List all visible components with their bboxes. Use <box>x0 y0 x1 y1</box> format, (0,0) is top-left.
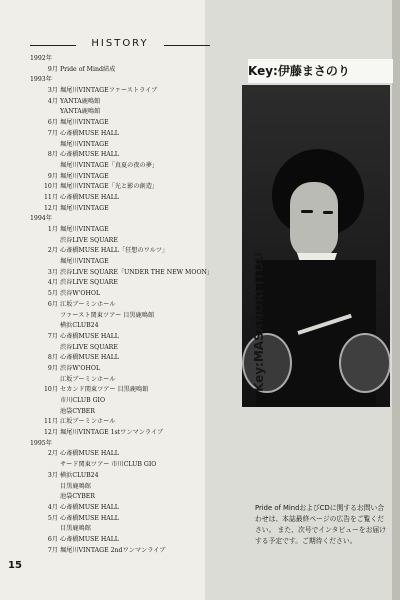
history-month: 5月 <box>47 514 58 522</box>
history-event: 心斎橋MUSE HALL <box>60 503 119 511</box>
history-row <box>30 54 235 65</box>
history-event: 堀尾川VINTAGE <box>60 204 109 212</box>
history-event: 渋谷LIVE SQUARE <box>60 236 118 244</box>
history-event: 心斎橋MUSE HALL「狂想のワルツ」 <box>60 247 169 255</box>
history-row <box>30 332 235 343</box>
history-event: 渋谷LIVE SQUARE「UNDER THE NEW MOON」 <box>60 268 214 276</box>
history-event: 市川CLUB GIO <box>60 397 106 404</box>
history-month: 6月 <box>47 535 58 543</box>
eye-right <box>323 211 333 214</box>
history-row <box>30 492 235 503</box>
history-row <box>30 65 235 76</box>
history-row <box>30 75 235 86</box>
history-event: 心斎橋MUSE HALL <box>60 514 119 522</box>
history-row <box>30 353 235 364</box>
history-month: 2月 <box>47 450 58 458</box>
history-event: Pride of Mind結成 <box>60 65 116 73</box>
page-number: 15 <box>8 560 22 571</box>
history-row <box>30 460 235 471</box>
history-row <box>30 385 235 396</box>
interview-body: Pride of MindおよびCDに関するお問い合わせは、本誌最終ページの広告をご覧ください。 また、次号でインタビューをお届けする予定です。ご期待ください。 <box>255 504 387 545</box>
history-event: 堀尾川VINTAGE 2ndワンマンライブ <box>60 546 166 554</box>
history-event: 堀尾川VINTAGE <box>60 172 109 180</box>
history-row <box>30 407 235 418</box>
history-entries <box>30 54 235 556</box>
history-month: 6月 <box>47 119 58 127</box>
history-event: YANTA鹿鳴館 <box>60 108 101 116</box>
history-event: 渋谷W'OHOL <box>60 290 101 298</box>
history-row <box>30 343 235 354</box>
history-event: セカンド関東ツアー 目黒鹿鳴館 <box>60 386 149 394</box>
history-row <box>30 535 235 546</box>
history-row <box>30 524 235 535</box>
history-event: 心斎橋MUSE HALL <box>60 129 119 137</box>
history-event: 堀尾川VINTAGE <box>60 258 109 266</box>
history-column <box>30 38 214 558</box>
history-row <box>30 118 235 129</box>
history-year: 1992年 <box>30 55 52 62</box>
history-event: 心斎橋MUSE HALL <box>60 151 119 159</box>
history-month: 7月 <box>47 129 58 137</box>
history-row <box>30 172 235 183</box>
history-row <box>30 321 235 332</box>
history-year: 1994年 <box>30 215 52 223</box>
history-row <box>30 107 235 118</box>
history-row <box>30 225 235 236</box>
key-heading: Key:伊藤まさのり <box>248 59 393 83</box>
history-month: 9月 <box>47 172 58 180</box>
history-month: 4月 <box>47 97 58 105</box>
history-row <box>30 364 235 375</box>
history-month: 4月 <box>47 279 58 287</box>
history-row <box>30 289 235 300</box>
history-row <box>30 150 235 161</box>
history-row <box>30 257 235 268</box>
history-event: 池袋CYBER <box>60 493 95 501</box>
history-event: 心斎橋MUSE HALL <box>60 354 119 362</box>
history-event: 心斎橋MUSE HALL <box>60 193 119 201</box>
history-event: 堀尾川VINTAGEファーストライブ <box>60 87 158 95</box>
history-year: 1993年 <box>30 76 52 84</box>
history-event: 堀尾川VINTAGE「光と影の創造」 <box>60 183 159 191</box>
history-row <box>30 471 235 482</box>
history-event: ファースト関東ツアー 目黒鹿鳴館 <box>60 311 155 319</box>
history-event: 横浜CLUB24 <box>60 471 99 479</box>
history-event: 江坂ブーミンホール <box>60 300 116 308</box>
history-month: 6月 <box>47 300 58 308</box>
history-month: 12月 <box>44 204 59 212</box>
history-month: 7月 <box>47 332 58 340</box>
vertical-name <box>252 362 400 392</box>
history-row <box>30 417 235 428</box>
history-event: 渋谷W'OHOL <box>60 364 101 372</box>
history-month: 10月 <box>44 183 59 191</box>
history-year: 1995年 <box>30 439 52 447</box>
history-row <box>30 193 235 204</box>
history-month: 9月 <box>47 364 58 372</box>
history-row <box>30 268 235 279</box>
history-row <box>30 182 235 193</box>
history-event: 目黒鹿鳴館 <box>60 482 91 490</box>
history-month: 7月 <box>47 546 58 554</box>
history-month: 11月 <box>44 193 59 201</box>
history-event: 堀尾川VINTAGE「真夏の夜の夢」 <box>60 161 159 169</box>
history-row <box>30 300 235 311</box>
history-row <box>30 428 235 439</box>
history-month: 3月 <box>47 268 58 276</box>
history-month: 2月 <box>47 247 58 255</box>
history-event: 堀尾川VINTAGE <box>60 226 109 233</box>
history-row <box>30 439 235 450</box>
history-month: 5月 <box>47 290 58 298</box>
history-event: 渋谷LIVE SQUARE <box>60 279 118 287</box>
history-event: 心斎橋MUSE HALL <box>60 450 119 458</box>
page-edge-shadow <box>392 0 400 600</box>
history-event: 堀尾川VINTAGE <box>60 140 109 148</box>
history-month: 9月 <box>47 65 58 73</box>
history-row <box>30 311 235 322</box>
history-row <box>30 482 235 493</box>
history-row <box>30 514 235 525</box>
history-row <box>30 278 235 289</box>
history-event: 渋谷LIVE SQUARE <box>60 343 118 351</box>
history-event: YANTA鹿鳴館 <box>60 97 101 105</box>
history-row <box>30 546 235 557</box>
history-event: 江坂ブーミンホール <box>60 418 116 426</box>
history-month: 8月 <box>47 354 58 362</box>
history-month: 8月 <box>47 151 58 159</box>
eye-left <box>301 210 313 213</box>
history-event: 江坂ブーミンホール <box>60 375 116 383</box>
history-month: 10月 <box>44 386 59 394</box>
history-event: 目黒鹿鳴館 <box>60 525 91 533</box>
history-month: 3月 <box>47 471 58 479</box>
history-event: 堀尾川VINTAGE <box>60 119 109 127</box>
history-row <box>30 396 235 407</box>
history-month: 12月 <box>44 429 59 437</box>
history-event: 横浜CLUB24 <box>60 322 99 330</box>
history-row <box>30 161 235 172</box>
history-row <box>30 214 235 225</box>
history-event: 池袋CYBER <box>60 407 95 415</box>
history-row <box>30 449 235 460</box>
history-row <box>30 129 235 140</box>
history-month: 11月 <box>44 418 59 426</box>
history-month: 3月 <box>47 87 58 95</box>
history-row <box>30 86 235 97</box>
face-shape <box>290 182 338 260</box>
history-title: HISTORY <box>30 38 210 54</box>
history-row <box>30 375 235 386</box>
history-event: サード関東ツアー 市川CLUB GIO <box>60 461 157 469</box>
history-month: 1月 <box>47 226 58 233</box>
history-row <box>30 246 235 257</box>
history-row <box>30 204 235 215</box>
history-row <box>30 97 235 108</box>
history-row <box>30 503 235 514</box>
history-event: 心斎橋MUSE HALL <box>60 332 119 340</box>
history-row <box>30 140 235 151</box>
history-row <box>30 236 235 247</box>
history-event: 心斎橋MUSE HALL <box>60 535 119 543</box>
history-event: 堀尾川VINTAGE 1stワンマンライブ <box>60 429 164 437</box>
history-month: 4月 <box>47 503 58 511</box>
